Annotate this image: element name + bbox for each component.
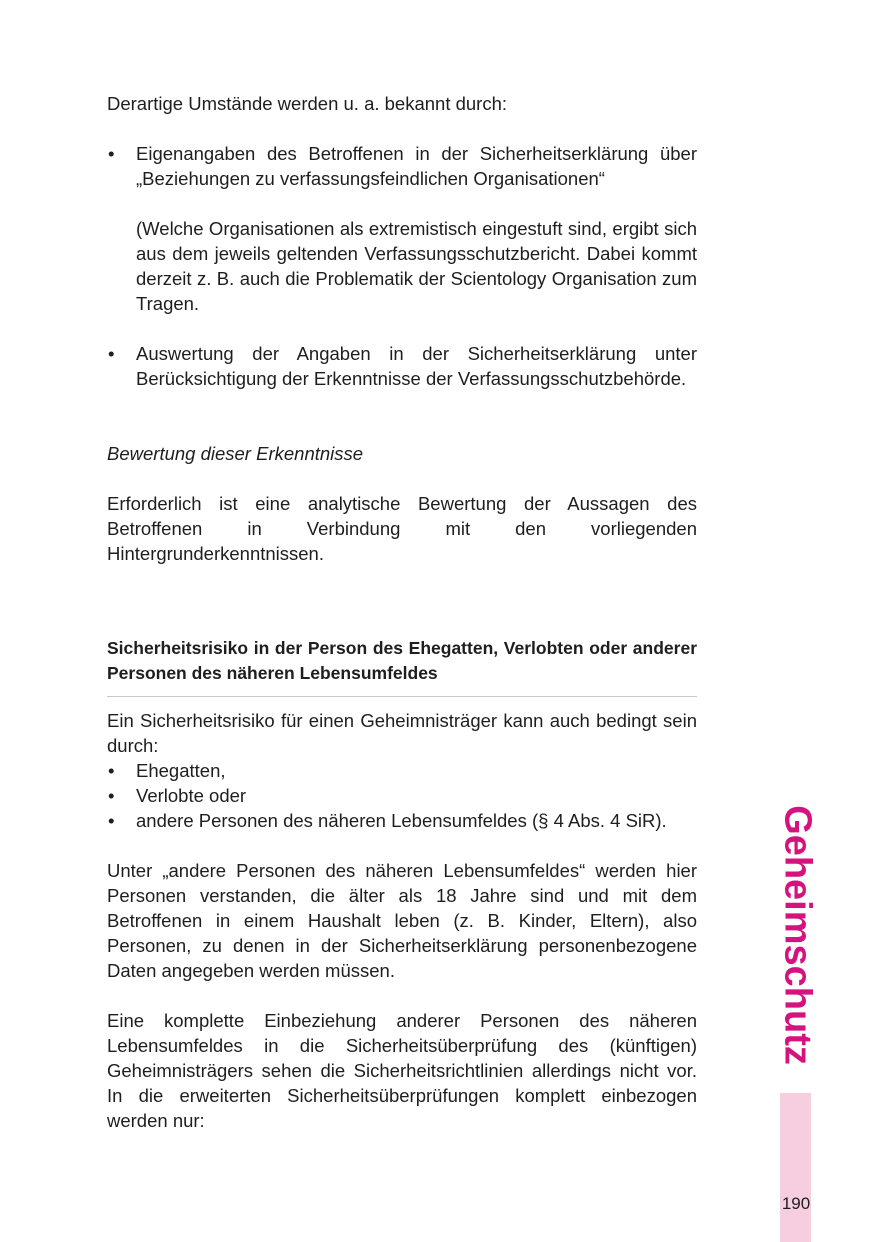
bullet-list-persons xyxy=(107,758,697,833)
section-intro-paragraph: Ein Sicherheitsrisiko für einen Geheimnisträger kann auch bedingt sein durch: xyxy=(107,710,697,756)
chapter-side-tab-label: Geheimschutz xyxy=(776,805,819,1065)
inclusion-paragraph: Eine komplette Einbeziehung anderer Personen des näheren Lebensumfeldes in die Sicherheitsüberprüfung des (künftigen) Geheimnisträgers sehen die Sicherheitsrichtlinien allerdings nicht vor. In die erweiterten Sicherheitsüberprüfungen komplett einbezogen werden nur: xyxy=(107,1010,697,1131)
list-item: • Verlobte oder xyxy=(107,783,697,808)
list-item: • Eigenangaben des Betroffenen in der Sicherheitserklärung über „Beziehungen zu verfassungsfeindlichen Organisationen“ xyxy=(107,141,697,191)
note-paragraph: (Welche Organisationen als extremistisch eingestuft sind, ergibt sich aus dem jeweils geltenden Verfassungsschutzbericht. Dabei kommt derzeit z. B. auch die Problematik der Scientology Organisation zum Tragen. xyxy=(136,218,697,314)
list-item: • andere Personen des näheren Lebensumfeldes (§ 4 Abs. 4 SiR). xyxy=(107,808,697,833)
page-number: 190 xyxy=(781,1194,811,1213)
list-item: • Ehegatten, xyxy=(107,758,697,783)
list-item: • Auswertung der Angaben in der Sicherheitserklärung unter Berücksichtigung der Erkenntnisse der Verfassungsschutzbehörde. xyxy=(107,341,697,391)
chapter-side-tab xyxy=(776,805,819,1065)
definition-paragraph: Unter „andere Personen des näheren Lebensumfeldes“ werden hier Personen verstanden, die älter als 18 Jahre sind und mit dem Betroffenen in einem Haushalt leben (z. B. Kinder, Eltern), also Personen, zu denen in der Sicherheitserklärung personenbezogene Daten angegeben werden müssen. xyxy=(107,860,697,981)
italic-subheading: Bewertung dieser Erkenntnisse xyxy=(107,443,364,464)
page-tab-bar xyxy=(780,1093,811,1242)
intro-paragraph: Derartige Umstände werden u. a. bekannt durch: xyxy=(107,93,508,114)
main-text-column xyxy=(107,91,697,1133)
bullet-list-sources xyxy=(107,141,697,391)
section-heading: Sicherheitsrisiko in der Person des Ehegatten, Verlobten oder anderer Personen des näheren Lebensumfeldes xyxy=(107,636,697,697)
evaluation-paragraph: Erforderlich ist eine analytische Bewertung der Aussagen des Betroffenen in Verbindung mit den vorliegenden Hintergrunderkenntnissen. xyxy=(107,493,697,564)
